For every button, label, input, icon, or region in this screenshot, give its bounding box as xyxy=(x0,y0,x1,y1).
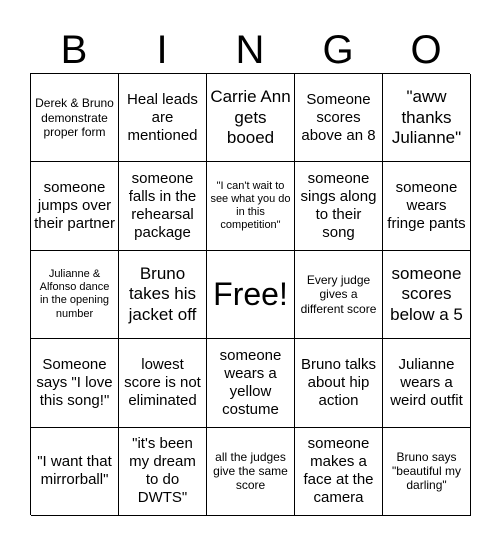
bingo-cell[interactable]: someone wears fringe pants xyxy=(383,162,471,250)
bingo-cell[interactable]: "aww thanks Julianne" xyxy=(383,74,471,162)
bingo-cell[interactable]: Julianne wears a weird outfit xyxy=(383,339,471,427)
bingo-cell[interactable]: Bruno takes his jacket off xyxy=(119,251,207,339)
bingo-cell[interactable]: Derek & Bruno demonstrate proper form xyxy=(31,74,119,162)
bingo-cell[interactable]: all the judges give the same score xyxy=(207,428,295,516)
bingo-grid xyxy=(30,73,470,515)
bingo-cell[interactable]: someone sings along to their song xyxy=(295,162,383,250)
bingo-cell[interactable]: someone makes a face at the camera xyxy=(295,428,383,516)
free-space-cell[interactable]: Free! xyxy=(207,251,295,339)
header-letter-b: B xyxy=(60,28,88,72)
header-letter-n: N xyxy=(235,28,265,72)
bingo-cell[interactable]: Every judge gives a different score xyxy=(295,251,383,339)
bingo-cell[interactable]: "I can't wait to see what you do in this competition" xyxy=(207,162,295,250)
bingo-cell[interactable]: someone jumps over their partner xyxy=(31,162,119,250)
bingo-cell[interactable]: Carrie Ann gets booed xyxy=(207,74,295,162)
header-letter-i: I xyxy=(156,28,168,72)
bingo-cell[interactable]: lowest score is not eliminated xyxy=(119,339,207,427)
bingo-cell[interactable]: someone wears a yellow costume xyxy=(207,339,295,427)
header-letter-o: O xyxy=(410,28,442,72)
bingo-cell[interactable]: Julianne & Alfonso dance in the opening number xyxy=(31,251,119,339)
header-letter-g: G xyxy=(322,28,354,72)
bingo-cell[interactable]: someone falls in the rehearsal package xyxy=(119,162,207,250)
bingo-cell[interactable]: Heal leads are mentioned xyxy=(119,74,207,162)
bingo-cell[interactable]: "I want that mirrorball" xyxy=(31,428,119,516)
bingo-cell[interactable]: "it's been my dream to do DWTS" xyxy=(119,428,207,516)
bingo-cell[interactable]: someone scores below a 5 xyxy=(383,251,471,339)
bingo-cell[interactable]: Bruno talks about hip action xyxy=(295,339,383,427)
bingo-cell[interactable]: Bruno says "beautiful my darling" xyxy=(383,428,471,516)
bingo-cell[interactable]: Someone says "I love this song!" xyxy=(31,339,119,427)
bingo-header xyxy=(30,28,470,72)
bingo-cell[interactable]: Someone scores above an 8 xyxy=(295,74,383,162)
